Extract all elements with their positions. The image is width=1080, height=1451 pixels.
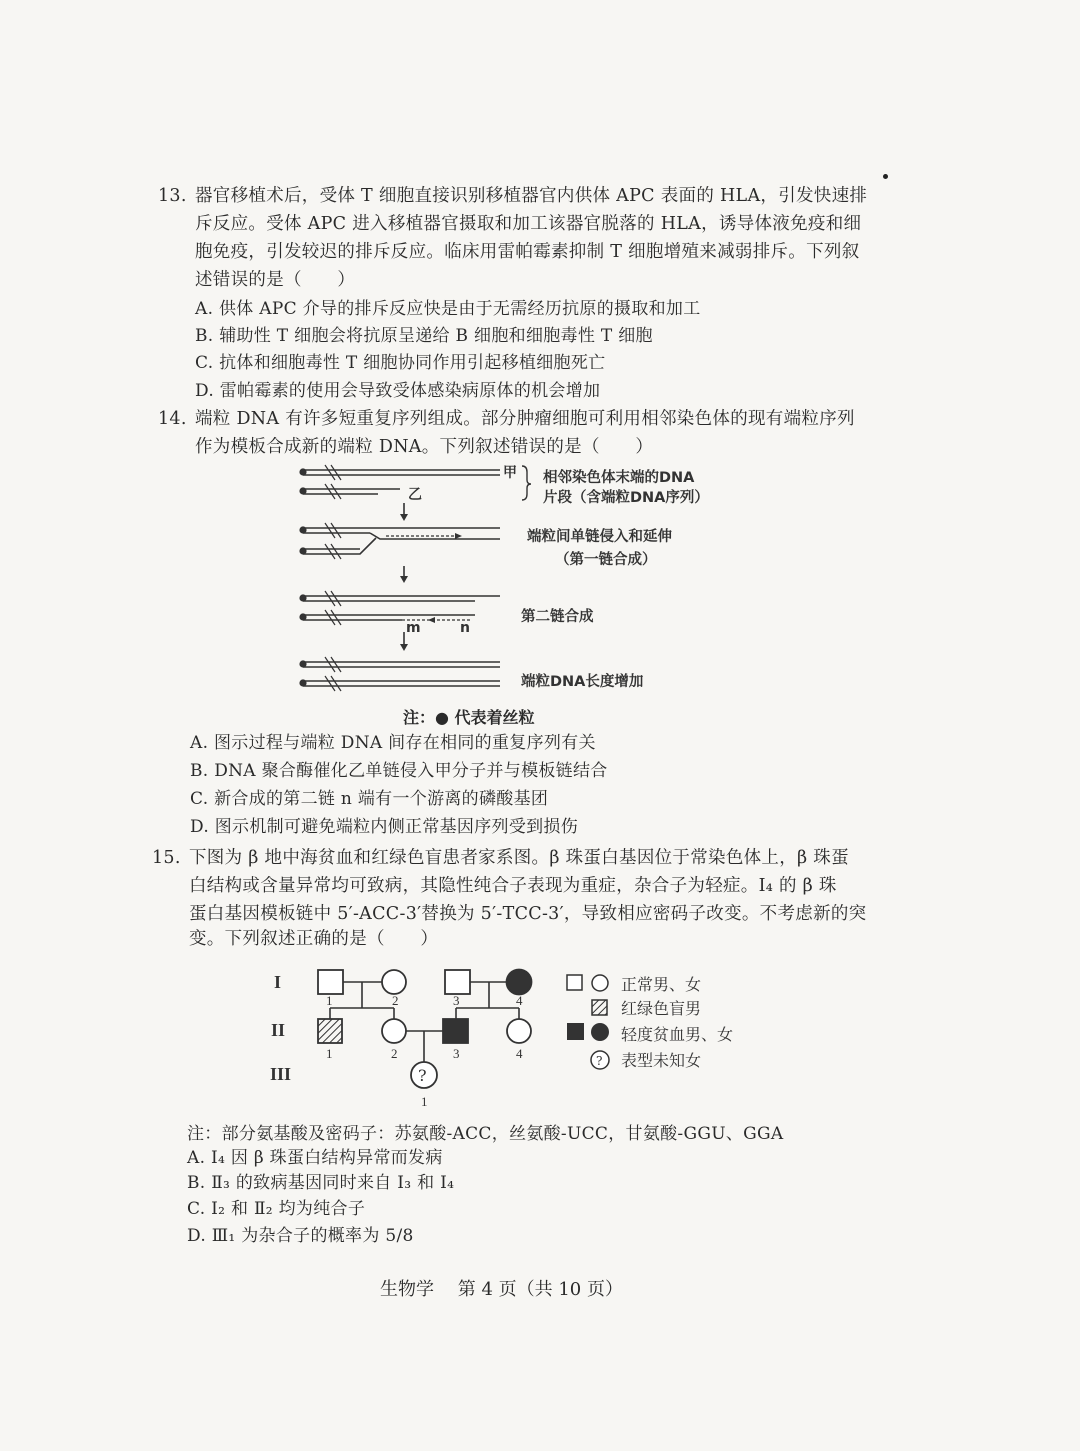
q13-line-1: 器官移植术后，受体 T 细胞直接识别移植器官内供体 APC 表面的 HLA，引发快速排 [195, 186, 868, 206]
individual-i-3 [445, 970, 470, 994]
q15-number: 15. [152, 848, 181, 868]
label-n: n [460, 620, 470, 636]
svg-text:1: 1 [326, 993, 333, 1008]
q13-line-3: 胞免疫，引发较迟的排斥反应。临床用雷帕霉素抑制 T 细胞增殖来减弱排斥。下列叙 [195, 242, 860, 262]
label-m: m [406, 620, 421, 636]
individual-i-2 [382, 970, 406, 994]
q15-line-4: 变。下列叙述正确的是（ ） [189, 929, 439, 949]
q15-line-3: 蛋白基因模板链中 5′-ACC-3′替换为 5′-TCC-3′，导致相应密码子改变。不考虑新的突 [189, 904, 867, 924]
q13-option-b: B. 辅助性 T 细胞会将抗原呈递给 B 细胞和细胞毒性 T 细胞 [195, 326, 653, 346]
q13-line-2: 斥反应。受体 APC 进入移植器官摄取和加工该器官脱落的 HLA，诱导体液免疫和细 [195, 214, 862, 234]
q14-option-d: D. 图示机制可避免端粒内侧正常基因序列受到损伤 [190, 817, 579, 837]
q14-line-1: 端粒 DNA 有许多短重复序列组成。部分肿瘤细胞可利用相邻染色体的现有端粒序列 [195, 409, 855, 429]
gen-label-iii: III [270, 1064, 292, 1084]
legend-colorblind: 红绿色盲男 [621, 999, 702, 1018]
q14-option-c: C. 新合成的第二链 n 端有一个游离的磷酸基团 [190, 789, 549, 809]
q15-option-d: D. Ⅲ₁ 为杂合子的概率为 5/8 [187, 1226, 414, 1246]
individual-ii-2 [382, 1019, 406, 1043]
q13-line-4: 述错误的是（ ） [195, 270, 356, 290]
legend-unknown: 表型未知女 [621, 1051, 702, 1070]
svg-text:?: ? [418, 1066, 427, 1085]
q15-option-b: B. Ⅱ₃ 的致病基因同时来自 Ⅰ₃ 和 Ⅰ₄ [187, 1173, 455, 1193]
step1-caption-1: 相邻染色体末端的DNA [543, 470, 695, 486]
individual-ii-4 [507, 1019, 531, 1043]
svg-text:4: 4 [516, 993, 523, 1008]
svg-text:3: 3 [453, 993, 460, 1008]
svg-text:2: 2 [391, 1046, 398, 1061]
gen-label-ii: II [271, 1020, 286, 1040]
svg-text:1: 1 [326, 1046, 333, 1061]
svg-text:1: 1 [421, 1094, 428, 1109]
svg-text:?: ? [596, 1054, 603, 1068]
step2-caption-1: 端粒间单链侵入和延伸 [527, 529, 672, 545]
q13-number: 13. [158, 186, 187, 206]
svg-text:4: 4 [516, 1046, 523, 1061]
q13-option-c: C. 抗体和细胞毒性 T 细胞协同作用引起移植细胞死亡 [195, 353, 606, 373]
q14-number: 14. [158, 409, 187, 429]
q15-option-a: A. Ⅰ₄ 因 β 珠蛋白结构异常而发病 [187, 1148, 443, 1168]
svg-text:2: 2 [392, 993, 399, 1008]
individual-ii-3 [443, 1019, 468, 1043]
page-footer: 生物学 第 4 页（共 10 页） [380, 1279, 623, 1300]
q15-line-2: 白结构或含量异常均可致病，其隐性纯合子表现为重症，杂合子为轻症。Ⅰ₄ 的 β 珠 [189, 876, 837, 896]
q15-note: 注：部分氨基酸及密码子：苏氨酸-ACC，丝氨酸-UCC，甘氨酸-GGU、GGA [187, 1124, 784, 1144]
q14-option-a: A. 图示过程与端粒 DNA 间存在相同的重复序列有关 [190, 733, 596, 753]
legend-anemia: 轻度贫血男、女 [621, 1025, 734, 1044]
individual-i-4 [507, 970, 532, 995]
legend-anemia-male-icon [567, 1023, 584, 1040]
step3-caption: 第二链合成 [521, 609, 594, 625]
step4-caption: 端粒DNA长度增加 [521, 674, 644, 690]
q14-option-b: B. DNA 聚合酶催化乙单链侵入甲分子并与模板链结合 [190, 761, 608, 781]
q13-option-a: A. 供体 APC 介导的排斥反应快是由于无需经历抗原的摄取和加工 [195, 299, 701, 319]
legend-colorblind-male-icon [592, 1000, 607, 1015]
q15-option-c: C. Ⅰ₂ 和 Ⅱ₂ 均为纯合子 [187, 1199, 366, 1219]
legend-normal-female-icon [592, 975, 608, 991]
q14-line-2: 作为模板合成新的端粒 DNA。下列叙述错误的是（ ） [195, 437, 654, 457]
q15-line-1: 下图为 β 地中海贫血和红绿色盲患者家系图。β 珠蛋白基因位于常染色体上，β 珠蛋 [189, 848, 849, 868]
step2-caption-2: （第一链合成） [555, 552, 657, 568]
legend-anemia-female-icon [591, 1023, 609, 1041]
label-yi: 乙 [408, 487, 422, 503]
step1-caption-2: 片段（含端粒DNA序列） [543, 490, 709, 506]
individual-ii-1 [318, 1019, 342, 1043]
legend-normal-male-icon [567, 975, 582, 990]
svg-text:3: 3 [453, 1046, 460, 1061]
diagram-note: 注：● 代表着丝粒 [403, 708, 535, 727]
q13-option-d: D. 雷帕霉素的使用会导致受体感染病原体的机会增加 [195, 381, 601, 401]
gen-label-i: I [274, 972, 282, 992]
label-jia: 甲 [503, 465, 517, 481]
individual-i-1 [318, 970, 343, 994]
legend-normal: 正常男、女 [621, 975, 702, 994]
